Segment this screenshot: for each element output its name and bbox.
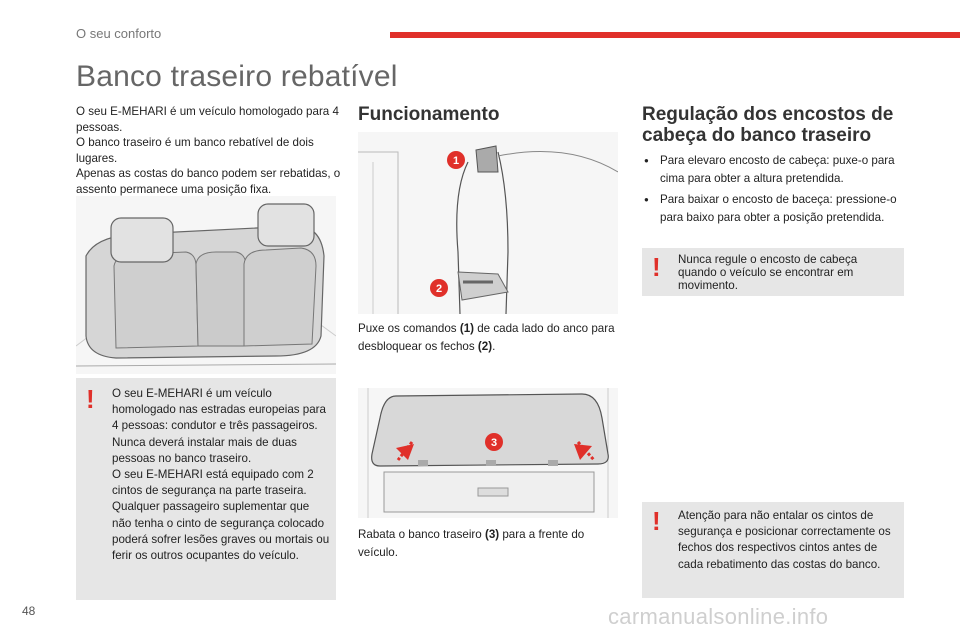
warning-box-seatbelt (642, 502, 904, 598)
header-accent-bar (390, 32, 960, 38)
warning-icon: ! (86, 384, 95, 414)
intro-line: O banco traseiro é um banco rebatível de dois lugares. (76, 136, 314, 165)
section-header: O seu conforto (76, 26, 162, 41)
callout-2-label: 2 (435, 283, 443, 295)
intro-line: Apenas as costas do banco podem ser rebatidas, o assento permanece uma posição fixa. (76, 167, 341, 196)
headrest-instructions (642, 152, 907, 230)
warning-line: Nunca deverá instalar mais de duas pessoas no banco traseiro. (112, 435, 297, 465)
caption-release-middle: de cada lado do anco para desbloquear os fechos (358, 322, 615, 353)
funcionamento-heading: Funcionamento (358, 104, 500, 125)
release-levers-drawing (358, 132, 618, 314)
caption-release-suffix: . (492, 340, 496, 353)
rear-seat-drawing (76, 196, 336, 374)
caption-release-prefix: Puxe os comandos (358, 322, 460, 335)
regulacao-heading: Regulação dos encostos de cabeça do banco traseiro (642, 104, 894, 146)
warning-line: O seu E-MEHARI é um veículo homologado nas estradas europeias para 4 pessoas: condutor e três passageiros. (112, 387, 326, 433)
fold-seat-illustration (358, 388, 618, 518)
caption-release (358, 320, 618, 356)
fold-seat-drawing (358, 388, 618, 518)
intro-text (76, 104, 341, 197)
warning-text (112, 386, 330, 564)
intro-line: O seu E-MEHARI é um veículo homologado para 4 pessoas. (76, 105, 339, 134)
warning-line: O seu E-MEHARI está equipado com 2 cintos de segurança na parte traseira. Qualquer passageiro suplementar que não tenha o cinto de segurança colocado poderá sofrer lesões graves ou mortais ou ferir os outros ocupantes do veículo. (112, 468, 330, 563)
instruction-lower: ● Para baixar o encosto de baceça: pressione-o para baixo para obter a posição pretendida. (642, 191, 907, 227)
watermark: carmanualsonline.info (608, 604, 829, 629)
caption-release-ref1: (1) (459, 322, 474, 335)
callout-1-label: 1 (452, 155, 460, 167)
page-title: Banco traseiro rebatível (76, 60, 398, 93)
warning-box-headrest (642, 248, 904, 296)
callout-3-label: 3 (490, 437, 498, 449)
release-levers-illustration (358, 132, 618, 314)
warning-text: Nunca regule o encosto de cabeça quando o veículo se encontrar em movimento. (678, 253, 858, 292)
caption-fold-prefix: Rabata o banco traseiro (358, 528, 485, 541)
warning-box-occupancy (76, 378, 336, 600)
rear-seat-illustration (76, 196, 336, 374)
warning-icon: ! (652, 506, 661, 536)
instruction-raise: ● Para elevaro encosto de cabeça: puxe-o para cima para obter a altura pretendida. (642, 152, 907, 188)
caption-fold-suffix: para a frente do veículo. (358, 528, 585, 559)
page-number: 48 (22, 604, 36, 618)
warning-text: Atenção para não entalar os cintos de segurança e posicionar correctamente os fechos dos respectivos cintos antes de cada rebatimento das costas do banco. (678, 509, 891, 571)
caption-fold (358, 526, 618, 562)
caption-release-ref2: (2) (477, 340, 493, 353)
warning-icon: ! (652, 252, 661, 282)
caption-fold-ref: (3) (484, 528, 500, 541)
